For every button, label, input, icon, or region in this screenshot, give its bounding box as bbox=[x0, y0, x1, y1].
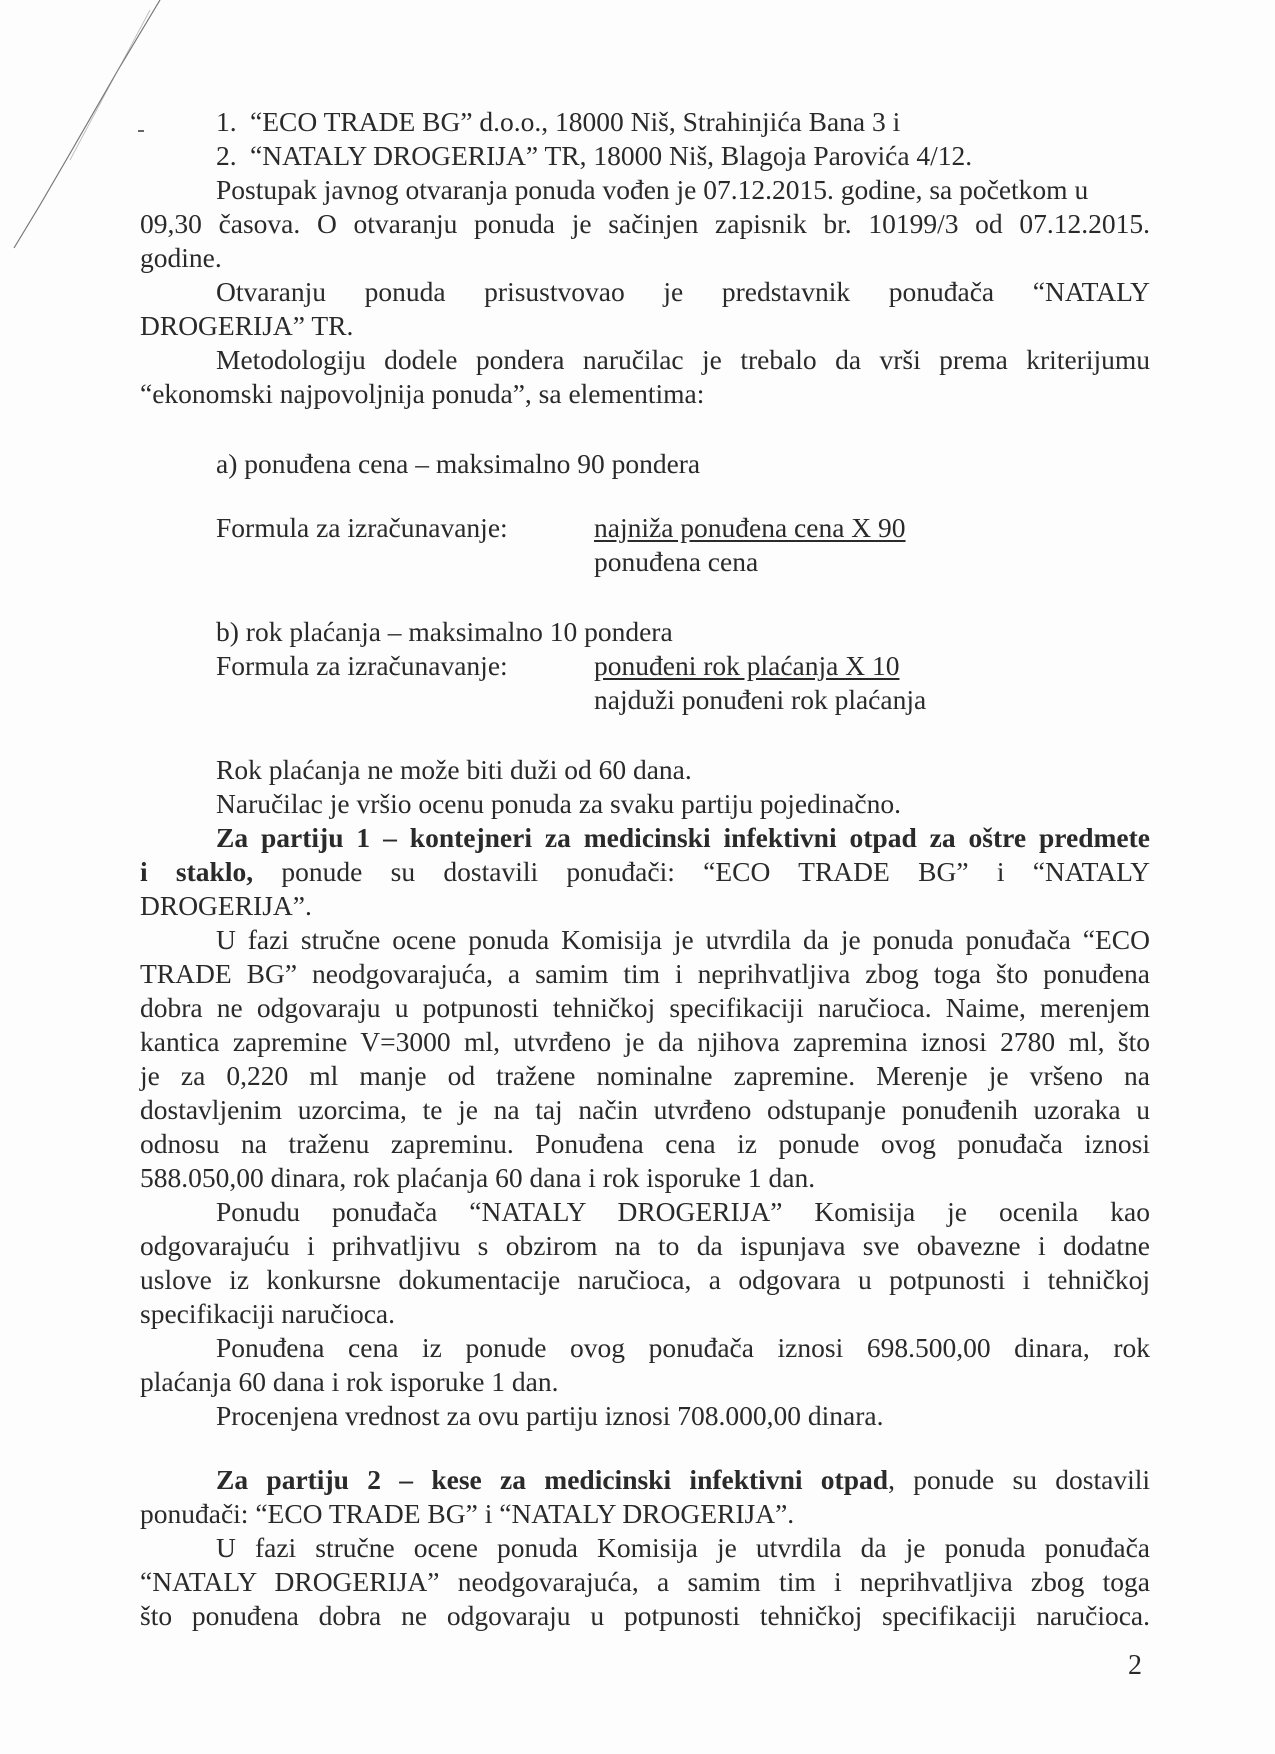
text-line: specifikaciji naručioca. bbox=[140, 1298, 396, 1329]
text-line: U fazi stručne ocene ponuda Komisija je utvrdila da je ponuda ponuđača “ECO bbox=[216, 924, 1150, 955]
formula-label: Formula za izračunavanje: bbox=[216, 650, 508, 681]
text-line: ponuđači: “ECO TRADE BG” i “NATALY DROGERIJA”. bbox=[140, 1498, 795, 1529]
text-line bbox=[140, 855, 1150, 889]
bold-text: i staklo, bbox=[140, 856, 254, 887]
text-line: 588.050,00 dinara, rok plaćanja 60 dana i rok isporuke 1 dan. bbox=[140, 1162, 816, 1193]
list-text: “ECO TRADE BG” d.o.o., 18000 Niš, Strahinjića Bana 3 i bbox=[250, 106, 901, 137]
text-line: “NATALY DROGERIJA” neodgovarajuća, a samim tim i neprihvatljiva zbog toga bbox=[140, 1566, 1150, 1597]
formula-fraction bbox=[594, 649, 926, 717]
list-number: 1. bbox=[216, 106, 237, 137]
formula-a bbox=[140, 511, 1150, 579]
partija-2-evaluation bbox=[140, 1531, 1150, 1633]
list-text: “NATALY DROGERIJA” TR, 18000 Niš, Blagoja Parovića 4/12. bbox=[250, 140, 973, 171]
list-item bbox=[140, 105, 1150, 139]
formula-numerator: ponuđeni rok plaćanja X 10 bbox=[594, 650, 900, 681]
text-line: DROGERIJA” TR. bbox=[140, 310, 354, 341]
text-line: odgovarajuću i prihvatljivu s obzirom na to da ispunjava sve obavezne i dodatne bbox=[140, 1230, 1150, 1261]
text-line: je za 0,220 ml manje od tražene nominalne zapremine. Merenje je vršeno na bbox=[140, 1060, 1150, 1091]
text-line: Ponuđena cena iz ponude ovog ponuđača iznosi 698.500,00 dinara, rok bbox=[216, 1332, 1150, 1363]
formula-denominator: najduži ponuđeni rok plaćanja bbox=[594, 684, 927, 715]
text-line: što ponuđena dobra ne odgovaraju u potpunosti tehničkoj specifikaciji naručioca. bbox=[140, 1600, 1150, 1631]
text-line: 09,30 časova. O otvaranju ponuda je sačinjen zapisnik br. 10199/3 od 07.12.2015. bbox=[140, 208, 1150, 239]
formula-fraction bbox=[594, 511, 906, 579]
partija-1-heading bbox=[140, 821, 1150, 923]
text-line: plaćanja 60 dana i rok isporuke 1 dan. bbox=[140, 1366, 559, 1397]
text-line: dostavljenim uzorcima, te je na taj način utvrđeno odstupanje ponuđenih uzoraka u bbox=[140, 1094, 1150, 1125]
text-line: U fazi stručne ocene ponuda Komisija je utvrdila da je ponuda ponuđača bbox=[216, 1532, 1150, 1563]
text-line: Otvaranju ponuda prisustvovao je predstavnik ponuđača “NATALY bbox=[216, 276, 1150, 307]
formula-label: Formula za izračunavanje: bbox=[216, 512, 508, 543]
text-line: Za partiju 1 – kontejneri za medicinski infektivni otpad za oštre predmete bbox=[216, 822, 1150, 853]
text-line: Postupak javnog otvaranja ponuda vođen je 07.12.2015. godine, sa početkom u bbox=[216, 174, 1089, 205]
text-line: godine. bbox=[140, 242, 222, 273]
text: ponude su dostavili ponuđači: “ECO TRADE BG” i “NATALY bbox=[253, 856, 1150, 887]
formula-denominator: ponuđena cena bbox=[594, 546, 759, 577]
text-line: uslove iz konkursne dokumentacije naručioca, a odgovara u potpunosti i tehničkoj bbox=[140, 1264, 1150, 1295]
page-number: 2 bbox=[1128, 1650, 1142, 1681]
text-line: TRADE BG” neodgovarajuća, a samim tim i neprihvatljiva zbog toga što ponuđena bbox=[140, 958, 1150, 989]
formula-b bbox=[140, 649, 1150, 717]
text-line: DROGERIJA”. bbox=[140, 890, 312, 921]
partija-1-evaluation bbox=[140, 923, 1150, 1195]
bold-text: Za partiju 2 – kese za medicinski infektivni otpad bbox=[216, 1464, 889, 1495]
paragraph-deadline: Rok plaćanja ne može biti duži od 60 dana. bbox=[216, 754, 692, 785]
text-line: kantica zapremine V=3000 ml, utvrđeno je da njihova zapremina iznosi 2780 ml, što bbox=[140, 1026, 1150, 1057]
partija-1-nataly bbox=[140, 1195, 1150, 1331]
document-body bbox=[140, 105, 1150, 1633]
paragraph-method bbox=[140, 343, 1150, 411]
text-line: dobra ne odgovaraju u potpunosti tehničkoj specifikaciji naručioca. Naime, merenjem bbox=[140, 992, 1150, 1023]
criterion-b-title: b) rok plaćanja – maksimalno 10 pondera bbox=[216, 616, 673, 647]
text-line: Metodologiju dodele pondera naručilac je trebalo da vrši prema kriterijumu bbox=[216, 344, 1150, 375]
text-line: “ekonomski najpovoljnija ponuda”, sa elementima: bbox=[140, 378, 705, 409]
paragraph-opening bbox=[140, 173, 1150, 275]
criterion-a-title: a) ponuđena cena – maksimalno 90 pondera bbox=[216, 448, 701, 479]
list-number: 2. bbox=[216, 140, 237, 171]
text-line: Ponudu ponuđača “NATALY DROGERIJA” Komisija je ocenila kao bbox=[216, 1196, 1150, 1227]
list-item bbox=[140, 139, 1150, 173]
text-line bbox=[140, 1463, 1150, 1497]
partija-2-heading bbox=[140, 1463, 1150, 1531]
text-line: odnosu na traženu zapreminu. Ponuđena cena iz ponude ovog ponuđača iznosi bbox=[140, 1128, 1150, 1159]
partija-1-price bbox=[140, 1331, 1150, 1399]
partija-1-estimate: Procenjena vrednost za ovu partiju iznosi 708.000,00 dinara. bbox=[216, 1400, 884, 1431]
formula-numerator: najniža ponuđena cena X 90 bbox=[594, 512, 906, 543]
paragraph-present bbox=[140, 275, 1150, 343]
paragraph-evaluation: Naručilac je vršio ocenu ponuda za svaku partiju pojedinačno. bbox=[216, 788, 901, 819]
text: , ponude su dostavili bbox=[888, 1464, 1150, 1495]
